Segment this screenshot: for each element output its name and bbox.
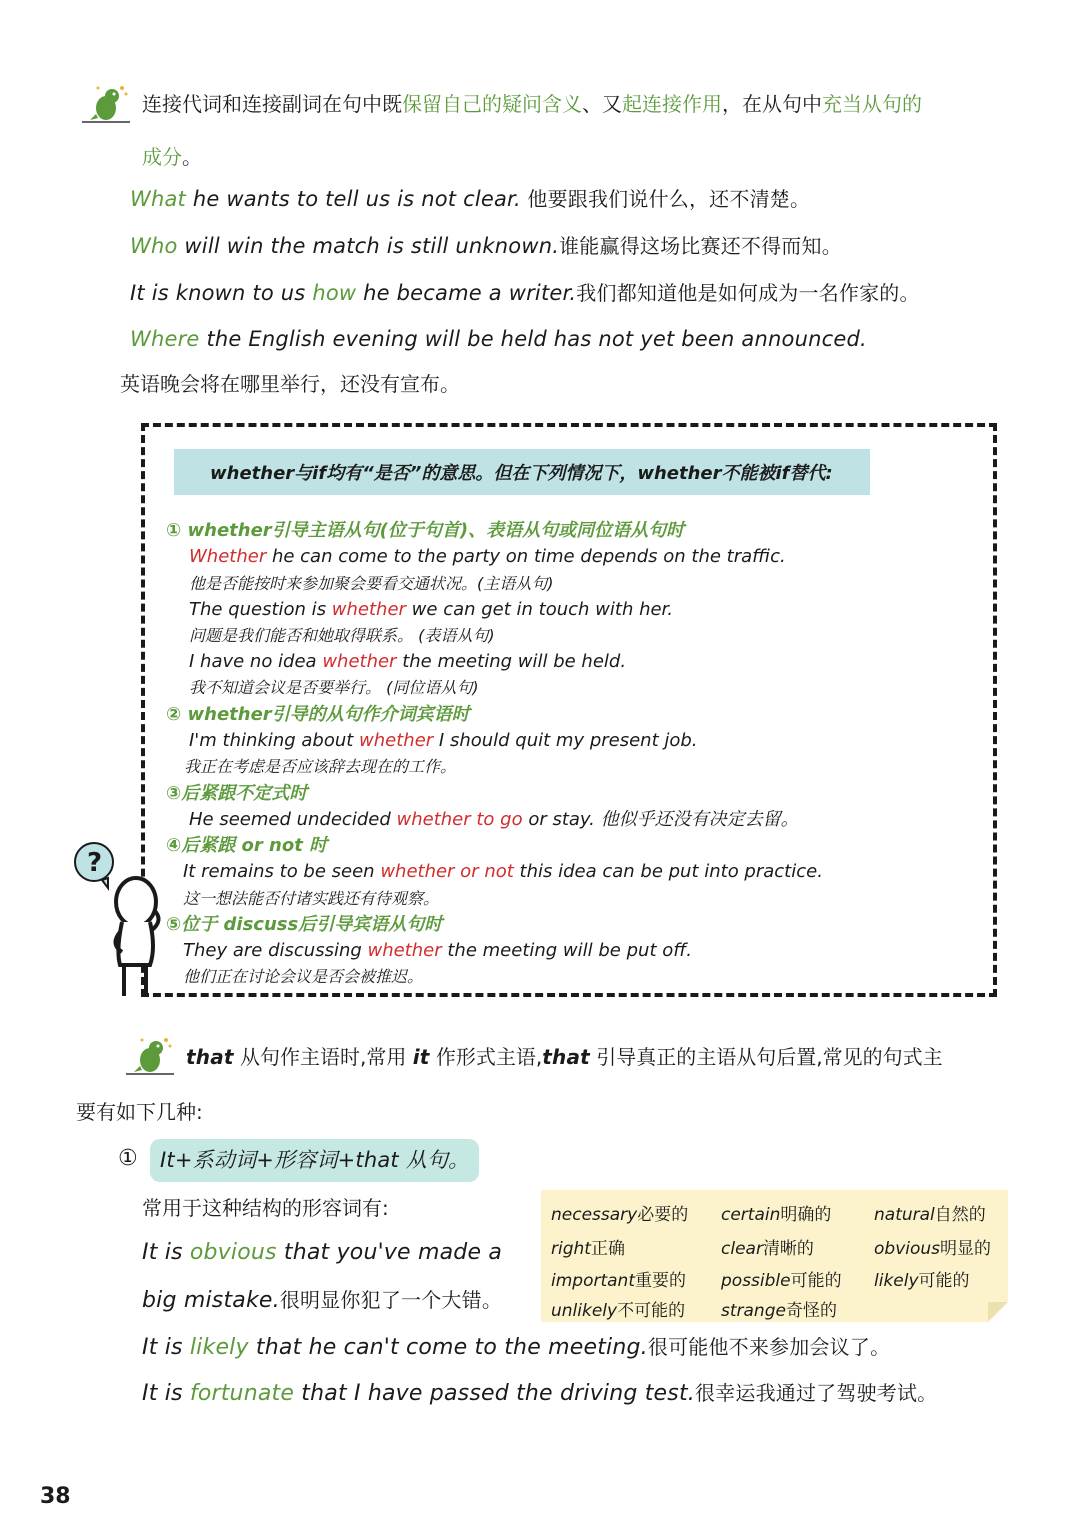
- box-example: They are discussing whether the meeting will be put off.: [183, 940, 692, 961]
- that-clause-intro-end: 要有如下几种:: [76, 1100, 203, 1124]
- example-sentence: It is fortunate that I have passed the driving test.很幸运我通过了驾驶考试。: [142, 1381, 938, 1406]
- intro-paragraph-end: 成分。: [142, 145, 202, 169]
- adjective-item: unlikely不可能的: [551, 1301, 686, 1321]
- adjective-item: strange奇怪的: [721, 1301, 837, 1321]
- box-translation: 他们正在讨论会议是否会被推迟。: [183, 967, 424, 986]
- example-sentence: It is known to us how he became a writer.我们都知道他是如何成为一名作家的。: [130, 281, 920, 305]
- adjective-item: necessary必要的: [551, 1205, 689, 1225]
- intro-paragraph: 连接代词和连接副词在句中既保留自己的疑问含义、又起连接作用，在从句中充当从句的: [142, 92, 922, 116]
- rule-heading: ② whether引导的从句作介词宾语时: [166, 704, 470, 725]
- that-clause-intro: that 从句作主语时,常用 it 作形式主语,that 引导真正的主语从句后置,常见的句式主: [186, 1045, 943, 1069]
- box-example: Whether he can come to the party on time depends on the traffic.: [189, 546, 786, 567]
- adjective-item: clear清晰的: [721, 1239, 814, 1259]
- rule-heading: ⑤位于 discuss后引导宾语从句时: [166, 914, 443, 935]
- example-sentence: Who will win the match is still unknown.谁能赢得这场比赛还不得而知。: [130, 234, 842, 258]
- adjective-note: [541, 1190, 1008, 1322]
- adjective-item: important重要的: [551, 1271, 686, 1291]
- rule-heading: ④后紧跟 or not 时: [166, 835, 328, 856]
- box-example: The question is whether we can get in touch with her.: [189, 599, 674, 620]
- pattern-pill: It+系动词+形容词+that 从句。: [150, 1139, 479, 1182]
- adjective-list-title: 常用于这种结构的形容词有:: [142, 1196, 389, 1220]
- dinosaur-icon: [126, 1036, 176, 1078]
- adjective-item: obvious明显的: [874, 1239, 992, 1259]
- example-sentence: It is obvious that you've made a: [142, 1240, 503, 1265]
- dinosaur-icon: [82, 84, 132, 126]
- box-header: whether与if均有“是否”的意思。但在下列情况下，whether不能被if替代:: [174, 449, 870, 495]
- adjective-item: right正确: [551, 1239, 625, 1259]
- question-mark-icon: ?: [87, 848, 103, 878]
- box-example: I'm thinking about whether I should quit my present job.: [189, 730, 698, 751]
- thinking-figure-illustration: [70, 840, 166, 1000]
- page-number: 38: [40, 1484, 71, 1509]
- box-translation: 问题是我们能否和她取得联系。 (表语从句): [189, 626, 495, 645]
- adjective-item: natural自然的: [874, 1205, 986, 1225]
- page-fold-corner: [988, 1302, 1008, 1322]
- adjective-item: possible可能的: [721, 1271, 842, 1291]
- example-sentence: What he wants to tell us is not clear. 他要跟我们说什么，还不清楚。: [130, 187, 811, 211]
- example-sentence: Where the English evening will be held has not yet been announced.: [130, 327, 867, 351]
- box-example: It remains to be seen whether or not this idea can be put into practice.: [183, 861, 823, 882]
- rule-heading: ① whether引导主语从句(位于句首)、表语从句或同位语从句时: [166, 520, 685, 541]
- list-number: ①: [118, 1146, 138, 1171]
- box-translation: 我不知道会议是否要举行。 (同位语从句): [189, 678, 479, 697]
- box-translation: 这一想法能否付诸实践还有待观察。: [183, 889, 440, 908]
- box-example: He seemed undecided whether to go or stay. 他似乎还没有决定去留。: [189, 809, 799, 830]
- box-translation: 我正在考虑是否应该辞去现在的工作。: [184, 757, 457, 776]
- box-example: I have no idea whether the meeting will be held.: [189, 651, 627, 672]
- adjective-item: certain明确的: [721, 1205, 832, 1225]
- box-translation: 他是否能按时来参加聚会要看交通状况。(主语从句): [189, 574, 554, 593]
- rule-heading: ③后紧跟不定式时: [166, 783, 308, 804]
- example-sentence: It is likely that he can't come to the meeting.很可能他不来参加会议了。: [142, 1335, 891, 1360]
- example-translation: 英语晚会将在哪里举行，还没有宣布。: [120, 372, 460, 396]
- example-sentence: big mistake.很明显你犯了一个大错。: [142, 1288, 503, 1313]
- adjective-item: likely可能的: [874, 1271, 970, 1291]
